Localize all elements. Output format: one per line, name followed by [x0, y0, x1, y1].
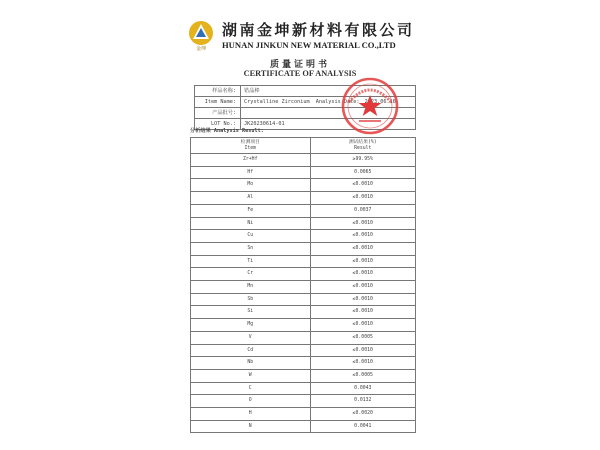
result-row — [191, 166, 416, 179]
col-item-cn: 检测项目 — [240, 139, 260, 145]
lot-label-en: LOT No.: — [195, 119, 241, 130]
result-item: C — [191, 382, 311, 395]
col-item-en: Item — [244, 145, 257, 151]
result-item: Si — [191, 306, 311, 319]
result-value: ≥99.95% — [310, 154, 416, 167]
result-row — [191, 357, 416, 370]
company-name-en: HUNAN JINKUN NEW MATERIAL CO.,LTD — [222, 40, 396, 50]
result-row — [191, 382, 416, 395]
result-row — [191, 293, 416, 306]
logo-caption: 金坤 — [195, 46, 206, 52]
result-item: Hf — [191, 166, 311, 179]
red-seal-stamp-icon — [340, 76, 400, 136]
result-item: Zr+Hf — [191, 154, 311, 167]
result-value: ≤0.0010 — [310, 293, 416, 306]
result-row — [191, 255, 416, 268]
result-row — [191, 395, 416, 408]
item-value-cn: 锆晶棒 — [241, 86, 416, 97]
col-item-header — [191, 138, 311, 154]
result-item: Al — [191, 192, 311, 205]
result-value: ≤0.0010 — [310, 344, 416, 357]
result-item: W — [191, 369, 311, 382]
result-value: ≤0.0005 — [310, 369, 416, 382]
result-row — [191, 331, 416, 344]
result-item: H — [191, 408, 311, 421]
result-row — [191, 319, 416, 332]
item-label-en: Item Name: — [195, 97, 241, 108]
result-item: Ti — [191, 255, 311, 268]
company-logo-icon — [188, 20, 214, 46]
result-row — [191, 230, 416, 243]
result-value: 0.0132 — [310, 395, 416, 408]
result-row — [191, 344, 416, 357]
result-value: 0.0037 — [310, 204, 416, 217]
result-item: Nb — [191, 357, 311, 370]
result-row — [191, 217, 416, 230]
result-row — [191, 408, 416, 421]
result-value: ≤0.0010 — [310, 319, 416, 332]
item-label-cn: 样品名称: — [195, 86, 241, 97]
result-item: Cd — [191, 344, 311, 357]
result-row — [191, 179, 416, 192]
result-value: ≤0.0010 — [310, 179, 416, 192]
result-item: O — [191, 395, 311, 408]
result-value: ≤0.0010 — [310, 281, 416, 294]
result-value: ≤0.0010 — [310, 306, 416, 319]
result-item: Sn — [191, 242, 311, 255]
result-row — [191, 204, 416, 217]
analysis-result-table — [190, 137, 416, 433]
result-row — [191, 281, 416, 294]
result-row — [191, 192, 416, 205]
item-value-en-text: Crystalline Zirconium — [244, 99, 310, 105]
result-item: V — [191, 331, 311, 344]
result-value: ≤0.0020 — [310, 408, 416, 421]
col-result-en: Result — [354, 145, 372, 151]
result-value: ≤0.0010 — [310, 230, 416, 243]
analysis-result-heading: 分析结果 Analysis Result: — [190, 128, 264, 134]
col-result-header — [310, 138, 416, 154]
result-row — [191, 369, 416, 382]
result-value: ≤0.0010 — [310, 192, 416, 205]
result-table-header — [191, 138, 416, 154]
result-item: Ni — [191, 217, 311, 230]
result-item: Cu — [191, 230, 311, 243]
result-item: Sb — [191, 293, 311, 306]
result-row — [191, 268, 416, 281]
result-item: Cr — [191, 268, 311, 281]
result-item: Mg — [191, 319, 311, 332]
result-value: 0.0041 — [310, 420, 416, 433]
result-item: Fe — [191, 204, 311, 217]
result-item: Mo — [191, 179, 311, 192]
col-result-cn: 测试结果(%) — [348, 139, 377, 145]
analysis-date-label: Analysis Date: — [315, 99, 360, 105]
result-value: ≤0.0010 — [310, 217, 416, 230]
lot-value: JK20230614-01 — [241, 119, 416, 130]
result-value: ≤0.0005 — [310, 331, 416, 344]
result-row — [191, 242, 416, 255]
result-value: ≤0.0010 — [310, 268, 416, 281]
company-name-cn: 湖南金坤新材料有限公司 — [222, 21, 415, 39]
result-row — [191, 306, 416, 319]
analysis-date-value: 2023.06.16 — [364, 99, 396, 105]
result-item: N — [191, 420, 311, 433]
result-value: ≤0.0010 — [310, 255, 416, 268]
certificate-title-cn: 质量证明书 — [269, 60, 330, 70]
result-value: 0.0065 — [310, 166, 416, 179]
result-item: Mn — [191, 281, 311, 294]
result-value: ≤0.0010 — [310, 242, 416, 255]
result-value: ≤0.0010 — [310, 357, 416, 370]
result-row — [191, 420, 416, 433]
result-value: 0.0043 — [310, 382, 416, 395]
result-row — [191, 154, 416, 167]
lot-label-cn: 产品批号: — [195, 108, 241, 119]
certificate-title-en: CERTIFICATE OF ANALYSIS — [243, 69, 357, 78]
